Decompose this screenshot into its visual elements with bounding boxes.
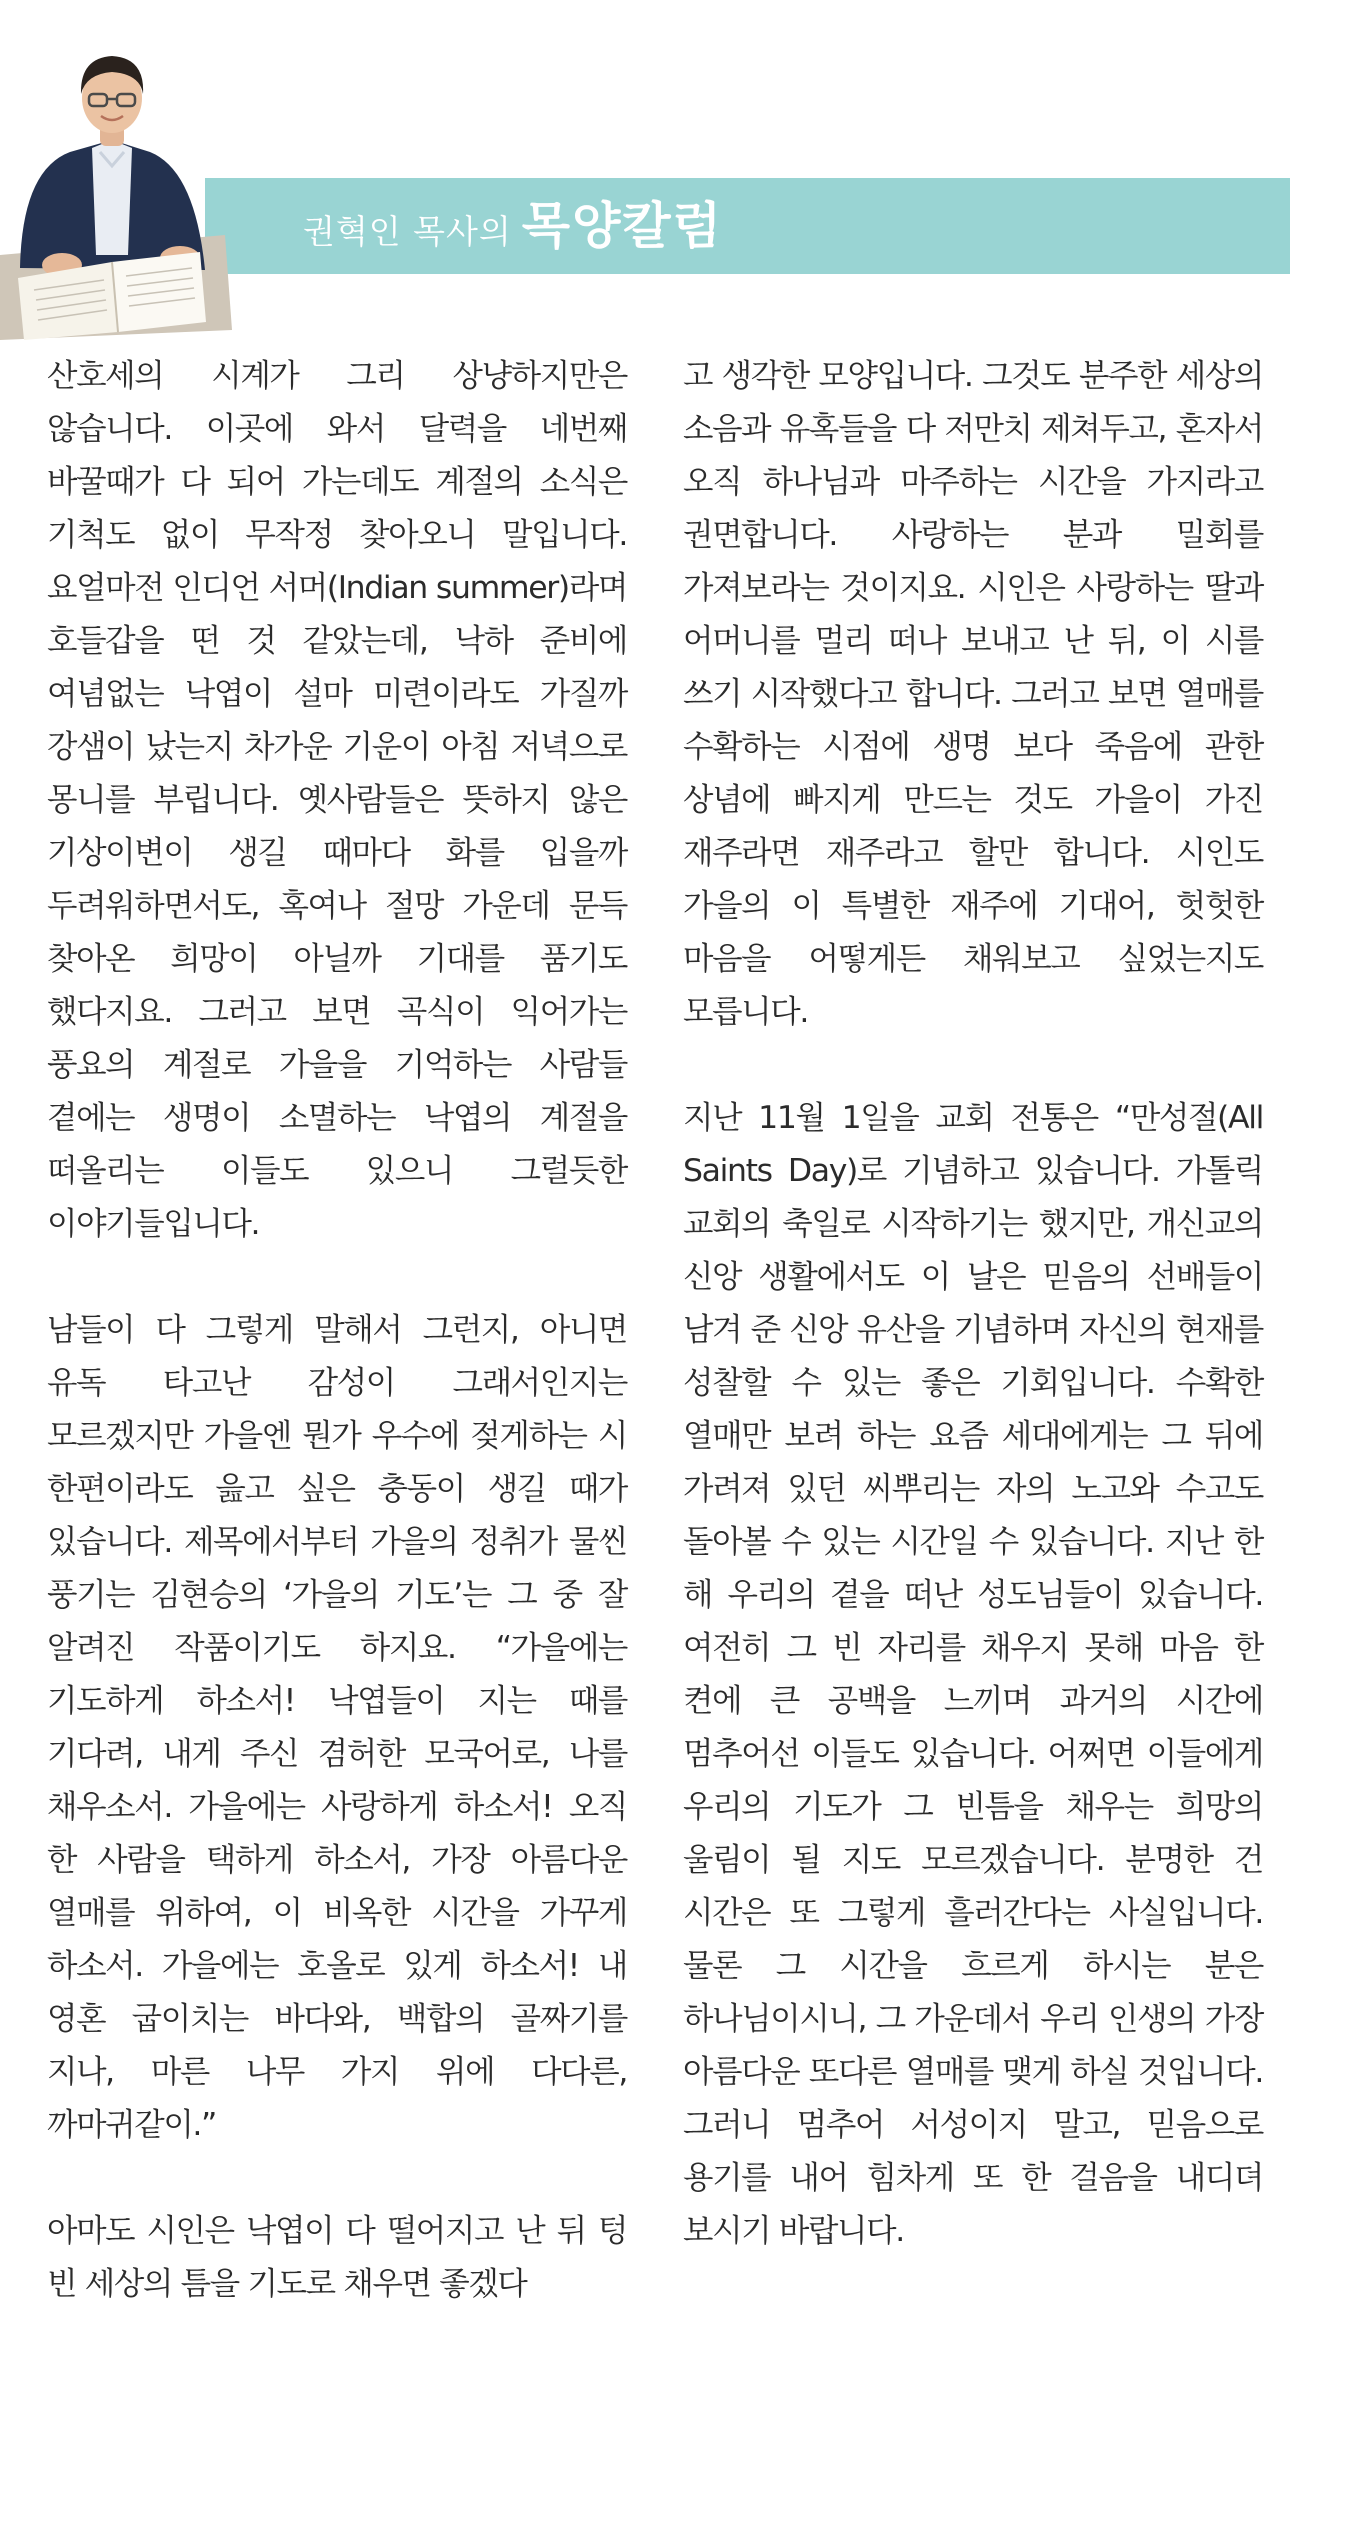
title-main: 목양칼럼: [521, 197, 723, 255]
paragraph: 아마도 시인은 낙엽이 다 떨어지고 난 뒤 텅 빈 세상의 틈을 기도로 채우면 좋겠다: [47, 2213, 627, 2302]
column-left-text: [47, 350, 627, 2311]
column-title: [303, 178, 723, 274]
author-portrait: [0, 40, 232, 340]
paragraph: 남들이 다 그렇게 말해서 그런지, 아니면 유독 타고난 감성이 그래서인지는 모르겠지만 가을엔 뭔가 우수에 젖게하는 시 한편이라도 읊고 싶은 충동이 생길 때가 있습니다. 제목에서부터 가을의 정취가 물씬 풍기는 김현승의 ‘가을의 기도’는 그 중 잘 알려진 작품이기도 하지요. “가을에는 기도하게 하소서! 낙엽들이 지는 때를 기다려, 내게 주신 겸허한 모국어로, 나를 채우소서. 가을에는 사랑하게 하소서! 오직 한 사람을 택하게 하소서, 가장 아름다운 열매를 위하여, 이 비옥한 시간을 가꾸게 하소서. 가을에는 호올로 있게 하소서! 내 영혼 굽이치는 바다와, 백합의 골짜기를 지나, 마른 나무 가지 위에 다다른, 까마귀같이.”: [47, 1312, 627, 2143]
paragraph: 지난 11월 1일을 교회 전통은 “만성절(All Saints Day)로 기념하고 있습니다. 가톨릭 교회의 축일로 시작하기는 했지만, 개신교의 신앙 생활에서도 이 날은 믿음의 선배들이 남겨 준 신앙 유산을 기념하며 자신의 현재를 성찰할 수 있는 좋은 기회입니다. 수확한 열매만 보려 하는 요즘 세대에게는 그 뒤에 가려져 있던 씨뿌리는 자의 노고와 수고도 돌아볼 수 있는 시간일 수 있습니다. 지난 한 해 우리의 곁을 떠난 성도님들이 있습니다. 여전히 그 빈 자리를 채우지 못해 마음 한 켠에 큰 공백을 느끼며 과거의 시간에 멈추어선 이들도 있습니다. 어쩌면 이들에게 우리의 기도가 그 빈틈을 채우는 희망의 울림이 될 지도 모르겠습니다. 분명한 건 시간은 또 그렇게 흘러간다는 사실입니다. 물론 그 시간을 흐르게 하시는 분은 하나님이시니, 그 가운데서 우리 인생의 가장 아름다운 또다른 열매를 맺게 하실 것입니다. 그러니 멈추어 서성이지 말고, 믿음으로 용기를 내어 힘차게 또 한 걸음을 내디뎌 보시기 바랍니다.: [683, 1100, 1263, 2249]
header-banner: [205, 178, 1290, 274]
title-prefix: 권혁인 목사의: [303, 212, 512, 251]
paragraph: 산호세의 시계가 그리 상냥하지만은 않습니다. 이곳에 와서 달력을 네번째 바꿀때가 다 되어 가는데도 계절의 소식은 기척도 없이 무작정 찾아오니 말입니다. 요얼마전 인디언 서머(Indian summer)라며 호들갑을 떤 것 같았는데, 낙하 준비에 여념없는 낙엽이 설마 미련이라도 가질까 강샘이 났는지 차가운 기운이 아침 저녁으로 몽니를 부립니다. 옛사람들은 뜻하지 않은 기상이변이 생길 때마다 화를 입을까 두려워하면서도, 혹여나 절망 가운데 문득 찾아온 희망이 아닐까 기대를 품기도 했다지요. 그러고 보면 곡식이 익어가는 풍요의 계절로 가을을 기억하는 사람들 곁에는 생명이 소멸하는 낙엽의 계절을 떠올리는 이들도 있으니 그럴듯한 이야기들입니다.: [47, 358, 627, 1242]
column-right-text: [683, 350, 1263, 2258]
paragraph: 고 생각한 모양입니다. 그것도 분주한 세상의 소음과 유혹들을 다 저만치 제쳐두고, 혼자서 오직 하나님과 마주하는 시간을 가지라고 권면합니다. 사랑하는 분과 밀회를 가져보라는 것이지요. 시인은 사랑하는 딸과 어머니를 멀리 떠나 보내고 난 뒤, 이 시를 쓰기 시작했다고 합니다. 그러고 보면 열매를 수확하는 시점에 생명 보다 죽음에 관한 상념에 빠지게 만드는 것도 가을이 가진 재주라면 재주라고 할만 합니다. 시인도 가을의 이 특별한 재주에 기대어, 헛헛한 마음을 어떻게든 채워보고 싶었는지도 모릅니다.: [683, 358, 1263, 1030]
